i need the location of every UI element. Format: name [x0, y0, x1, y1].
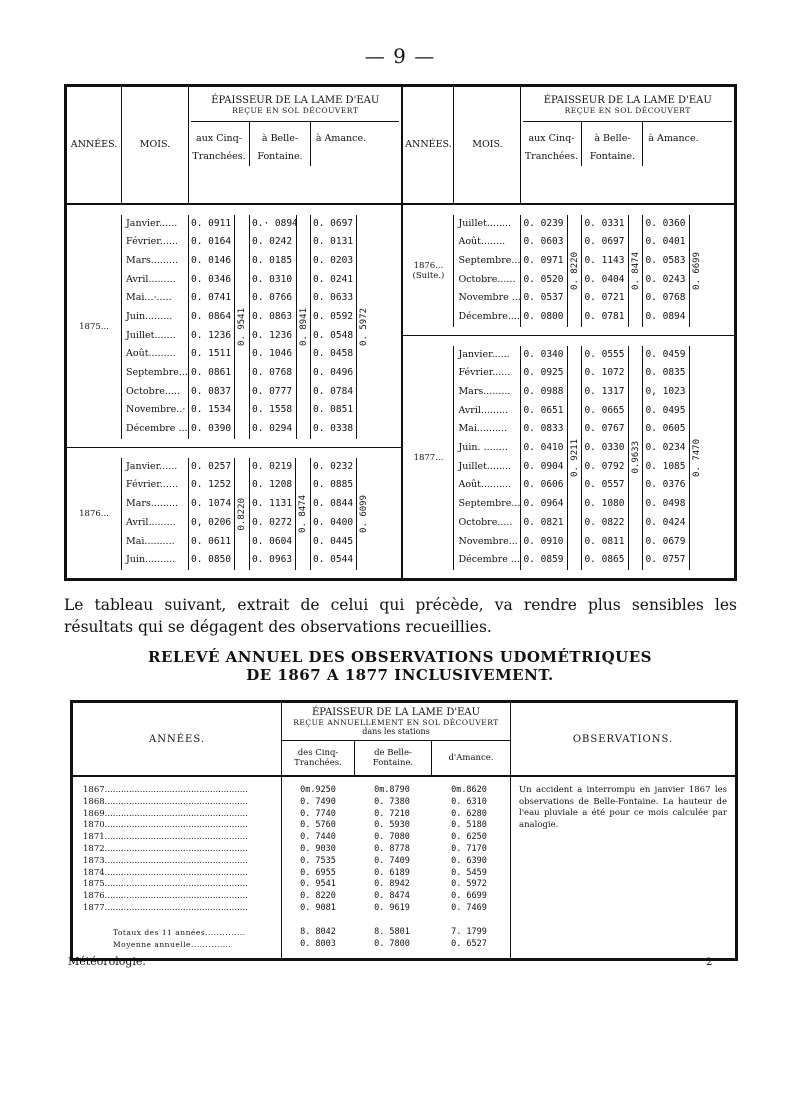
right-amance-value: 0. 0243 — [645, 273, 686, 285]
right-month: Novembre... — [458, 535, 518, 547]
left-belle-total: 0. 8474 — [298, 494, 309, 533]
t2-row — [282, 809, 510, 821]
left-amance-column — [310, 215, 371, 439]
col-amance-right: à Amance. — [642, 122, 703, 166]
t2-col-cinq: des Cinq-Tranchées. — [294, 748, 342, 768]
right-amance-value: 0. 0376 — [645, 479, 686, 491]
t2-amance-value: 0. 7469 — [451, 902, 487, 913]
monthly-rain-table — [64, 84, 737, 581]
t2-row — [282, 785, 510, 797]
t2-cinq-value: 0. 7440 — [300, 832, 336, 843]
t2-year: 1873..................................................... — [83, 855, 248, 866]
right-month: Octobre..... — [458, 516, 513, 528]
left-cinq-column — [189, 215, 249, 439]
left-month: Octobre..... — [126, 385, 180, 397]
left-year-label: 1876... — [67, 458, 122, 570]
t2-group-title: ÉPAISSEUR DE LA LAME D'EAU — [311, 707, 481, 718]
t2-total-amance: 7. 1799 — [451, 926, 487, 937]
right-amance-value: 0. 0401 — [645, 236, 686, 248]
left-cinq-total: 0. 9541 — [237, 307, 248, 346]
right-cinq-column — [521, 215, 581, 327]
t2-years-cell — [72, 776, 282, 960]
left-month: Mai...·..... — [126, 292, 172, 304]
right-cinq-value: 0. 0964 — [523, 498, 564, 510]
right-cinq-value: 0. 0859 — [523, 554, 564, 566]
right-cinq-value: 0. 0239 — [523, 217, 564, 229]
t2-group-subtitle: REÇUE ANNUELLEMENT EN SOL DÉCOUVERT — [293, 718, 499, 727]
t2-row — [282, 903, 510, 915]
right-amance-value: 0. 0894 — [645, 310, 686, 322]
t2-belle-value: 0. 9619 — [374, 902, 410, 913]
left-belle-value: 0. 0863 — [252, 310, 293, 322]
right-cinq-value: 0. 0904 — [523, 460, 564, 472]
t2-group-subtitle2: dans les stations — [362, 727, 430, 736]
footer-left: Météorologie. — [68, 955, 146, 968]
left-cinq-value: 0. 0864 — [191, 310, 232, 322]
t2-amance-value: 0. 5972 — [451, 879, 487, 890]
t2-belle-value: 0. 8474 — [374, 891, 410, 902]
t2-row — [282, 856, 510, 868]
t2-total-label: Totaux des 11 années.............. — [113, 927, 246, 937]
left-month: Janvier...... — [126, 460, 178, 472]
right-belle-value: 0. 1072 — [584, 367, 625, 379]
t2-mean-row — [282, 939, 510, 951]
right-amance-value: 0. 0583 — [645, 254, 686, 266]
right-belle-value: 0. 0822 — [584, 516, 625, 528]
left-cinq-value: 0. 0911 — [191, 217, 232, 229]
col-belle-left: à Belle-Fontaine. — [249, 122, 310, 166]
t2-belle-value: 0. 6189 — [374, 867, 410, 878]
right-month: Janvier...... — [458, 348, 510, 360]
t2-amance-value: 0. 6310 — [451, 796, 487, 807]
right-amance-value: 0. 0459 — [645, 348, 686, 360]
right-amance-value: 0. 0495 — [645, 404, 686, 416]
annual-rain-table — [70, 700, 738, 961]
left-month: Février...... — [126, 479, 178, 491]
t2-cinq-value: 0. 6955 — [300, 867, 336, 878]
left-cinq-value: 0, 0206 — [191, 516, 232, 528]
right-belle-value: 0. 0330 — [584, 442, 625, 454]
right-belle-value: 0. 0555 — [584, 348, 625, 360]
col-annees-left: ANNÉES. — [66, 86, 122, 204]
right-month: Juillet........ — [458, 217, 512, 229]
right-amance-total: 0. 6699 — [691, 251, 702, 290]
right-cinq-value: 0. 0603 — [523, 236, 564, 248]
left-months — [122, 458, 189, 570]
t2-mean-belle: 0. 7800 — [374, 938, 410, 949]
left-cinq-value: 0. 1236 — [191, 329, 232, 341]
left-amance-value: 0. 0496 — [313, 367, 354, 378]
right-amance-total: 0. 7470 — [691, 438, 702, 477]
left-cinq-value: 0. 0257 — [191, 460, 232, 472]
t2-mean-cinq: 0. 8003 — [300, 938, 336, 949]
left-month: Janvier...... — [126, 217, 178, 229]
right-belle-value: 0. 0792 — [584, 460, 625, 472]
t2-year: 1875..................................................... — [83, 879, 248, 890]
left-month: Avril......... — [126, 273, 176, 285]
left-month: Septembre... — [126, 367, 188, 378]
right-cinq-value: 0. 0606 — [523, 479, 564, 491]
right-cinq-total: 0. 9211 — [569, 438, 580, 477]
left-belle-value: 0. 1558 — [252, 404, 293, 416]
right-block-1 — [403, 335, 734, 578]
t2-col-observations: OBSERVATIONS. — [572, 733, 674, 745]
left-amance-value: 0. 0784 — [313, 385, 354, 397]
t2-year: 1870..................................................... — [83, 820, 248, 831]
left-amance-value: 0. 0844 — [313, 498, 354, 510]
right-amance-value: 0. 1085 — [645, 460, 686, 472]
right-month: Avril......... — [458, 404, 509, 416]
right-cinq-value: 0. 0833 — [523, 423, 564, 435]
left-year-label: 1875... — [67, 215, 122, 439]
t2-total-belle: 8. 5801 — [374, 926, 410, 937]
left-belle-value: 0. 0604 — [252, 535, 293, 547]
col-amance-left: à Amance. — [310, 122, 371, 166]
right-belle-value: 0. 0557 — [584, 479, 625, 491]
t2-row — [282, 797, 510, 809]
right-belle-value: 0. 0665 — [584, 404, 625, 416]
t2-belle-value: 0m.8790 — [374, 785, 410, 795]
group-title-left: ÉPAISSEUR DE LA LAME D'EAU — [211, 95, 380, 106]
left-amance-value: 0. 0697 — [313, 217, 354, 229]
t2-year: 1872..................................................... — [83, 843, 248, 854]
t2-year: 1876..................................................... — [83, 891, 248, 902]
left-cinq-value: 0. 1074 — [191, 498, 232, 510]
right-cinq-value: 0. 0410 — [523, 442, 564, 454]
t2-belle-value: 0. 7409 — [374, 855, 410, 866]
right-amance-value: 0. 0757 — [645, 554, 686, 566]
col-mois-left: MOIS. — [122, 86, 189, 204]
left-belle-column — [249, 215, 310, 439]
t2-belle-value: 0. 7210 — [374, 808, 410, 819]
left-belle-value: 0.· 0894 — [252, 217, 298, 229]
left-amance-value: 0. 0851 — [313, 404, 354, 416]
right-cinq-value: 0. 0800 — [523, 310, 564, 322]
t2-row — [282, 868, 510, 880]
right-month: Juin. ........ — [458, 442, 508, 454]
right-belle-value: 0. 0721 — [584, 292, 625, 304]
left-cinq-value: 0. 0346 — [191, 273, 232, 285]
intro-paragraph: Le tableau suivant, extrait de celui qui précède, va rendre plus sensibles les résultats qui se dégagent des observations recueillies. — [64, 596, 737, 636]
left-block-1 — [67, 447, 401, 578]
left-amance-value: 0. 0445 — [313, 535, 354, 547]
col-belle-right: à Belle-Fontaine. — [581, 122, 642, 166]
left-months — [122, 215, 189, 439]
left-amance-value: 0. 0885 — [313, 479, 354, 491]
table2-title-line1: RELEVÉ ANNUEL DES OBSERVATIONS UDOMÉTRIQUES — [147, 648, 652, 666]
right-belle-value: 0. 0811 — [584, 535, 625, 547]
t2-year: 1868..................................................... — [83, 796, 248, 807]
t2-row — [282, 879, 510, 891]
right-month: Décembre ... — [458, 554, 520, 566]
left-month: Novembre..· — [126, 404, 186, 416]
right-half — [402, 204, 735, 580]
t2-amance-value: 0. 6280 — [451, 808, 487, 819]
right-belle-value: 0. 0697 — [584, 236, 625, 248]
t2-total-row — [282, 927, 510, 939]
left-month: Juin.......... — [126, 554, 176, 566]
left-month: Juillet....... — [126, 329, 176, 341]
left-amance-value: 0. 0203 — [313, 254, 354, 266]
t2-belle-value: 0. 7080 — [374, 832, 410, 843]
left-cinq-value: 0. 1511 — [191, 348, 232, 360]
t2-cinq-value: 0. 9030 — [300, 843, 336, 854]
left-amance-total: 0. 5972 — [359, 307, 370, 346]
t2-belle-value: 0. 5930 — [374, 820, 410, 831]
t2-cinq-value: 0. 9541 — [300, 879, 336, 890]
col-mois-right: MOIS. — [454, 86, 521, 204]
group-subtitle-right: REÇUE EN SOL DÉCOUVERT — [564, 106, 691, 115]
right-year-label: 1876... (Suite.) — [403, 215, 454, 327]
right-amance-value: 0, 1023 — [645, 386, 686, 397]
t2-row — [282, 832, 510, 844]
t2-amance-value: 0. 5459 — [451, 867, 487, 878]
col-annees-right: ANNÉES. — [402, 86, 454, 204]
right-belle-total: 0. 8474 — [630, 251, 641, 290]
left-month: Mars......... — [126, 254, 178, 266]
left-belle-value: 0. 1236 — [252, 329, 293, 341]
t2-observation-text: Un accident a interrompu en janvier 1867 les observations de Belle-Fontaine. La hauteur de l'eau pluviale a été pour ce mois calculée par analogie. — [519, 785, 727, 830]
left-month: Avril......... — [126, 516, 176, 528]
t2-belle-value: 0. 8942 — [374, 879, 410, 890]
t2-year: 1871..................................................... — [83, 832, 248, 843]
left-cinq-column — [189, 458, 249, 570]
left-cinq-value: 0. 0741 — [191, 292, 232, 304]
left-cinq-value: 0. 1252 — [191, 479, 232, 491]
t2-group-header — [282, 702, 511, 777]
right-months — [454, 215, 521, 327]
t2-amance-value: 0. 6699 — [451, 891, 487, 902]
left-cinq-value: 0. 0146 — [191, 254, 232, 266]
left-cinq-value: 0. 0611 — [191, 535, 232, 547]
group-header-right — [521, 86, 736, 204]
left-amance-value: 0. 0400 — [313, 516, 354, 528]
right-belle-value: 0. 0404 — [584, 273, 625, 285]
t2-row — [282, 891, 510, 903]
right-belle-value: 0. 0331 — [584, 217, 625, 229]
left-cinq-value: 0. 0164 — [191, 236, 232, 248]
right-cinq-column — [521, 346, 581, 570]
left-block-0 — [67, 205, 401, 447]
left-belle-value: 0. 0777 — [252, 385, 293, 397]
right-cinq-value: 0. 0520 — [523, 273, 564, 285]
t2-mean-label: Moyenne annuelle.............. — [113, 939, 232, 949]
left-belle-value: 0. 0185 — [252, 254, 293, 266]
left-month: Mars......... — [126, 498, 178, 510]
left-amance-value: 0. 0458 — [313, 348, 354, 360]
left-month: Juin......... — [126, 310, 173, 322]
left-half — [66, 204, 403, 580]
left-belle-value: 0. 1208 — [252, 479, 293, 491]
left-belle-value: 0. 1131 — [252, 498, 293, 510]
left-belle-value: 0. 0219 — [252, 460, 293, 472]
left-cinq-value: 0. 0390 — [191, 423, 232, 435]
left-belle-total: 0. 8941 — [298, 307, 309, 346]
right-amance-value: 0. 0768 — [645, 292, 686, 304]
right-year-label: 1877... — [403, 346, 454, 570]
t2-year: 1867..................................................... — [83, 785, 248, 795]
right-month: Juillet........ — [458, 460, 512, 472]
left-amance-value: 0. 0338 — [313, 423, 354, 435]
group-header-left — [189, 86, 403, 204]
left-month: Décembre ... — [126, 423, 188, 435]
t2-cinq-value: 0m.9250 — [300, 785, 336, 795]
t2-cinq-value: 0. 7490 — [300, 796, 336, 807]
left-amance-value: 0. 0592 — [313, 310, 354, 322]
right-month: Août.......... — [458, 479, 512, 491]
left-belle-value: 0. 0294 — [252, 423, 293, 435]
col-cinq-right: aux Cinq-Tranchées. — [524, 133, 579, 162]
right-cinq-value: 0. 0651 — [523, 404, 564, 416]
t2-cinq-value: 0. 8220 — [300, 891, 336, 902]
t2-amance-value: 0. 7170 — [451, 843, 487, 854]
right-belle-value: 0. 0767 — [584, 423, 625, 435]
right-cinq-value: 0. 0821 — [523, 516, 564, 528]
t2-amance-value: 0. 6390 — [451, 855, 487, 866]
t2-year: 1874..................................................... — [83, 867, 248, 878]
t2-total-cinq: 8. 8042 — [300, 926, 336, 937]
t2-amance-value: 0. 5180 — [451, 820, 487, 831]
left-cinq-value: 0. 0837 — [191, 385, 232, 397]
t2-belle-value: 0. 7380 — [374, 796, 410, 807]
group-subtitle-left: REÇUE EN SOL DÉCOUVERT — [232, 106, 359, 115]
left-amance-value: 0. 0544 — [313, 554, 354, 566]
t2-row — [282, 820, 510, 832]
left-amance-total: 0. 6099 — [359, 494, 370, 533]
left-month: Août......... — [126, 348, 176, 360]
left-belle-value: 0. 0310 — [252, 273, 293, 285]
right-block-0 — [403, 205, 734, 335]
t2-col-amance: d'Amance. — [431, 741, 510, 775]
t2-amance-value: 0. 6250 — [451, 832, 487, 843]
t2-col-belle: de Belle-Fontaine. — [354, 741, 431, 775]
t2-cinq-value: 0. 7740 — [300, 808, 336, 819]
left-month: Février...... — [126, 236, 178, 248]
t2-cinq-value: 0. 9081 — [300, 902, 336, 913]
right-cinq-value: 0. 0988 — [523, 386, 564, 397]
t2-year: 1869..................................................... — [83, 808, 248, 819]
left-cinq-value: 0. 0861 — [191, 367, 232, 378]
table2-title-line2: DE 1867 A 1877 INCLUSIVEMENT. — [246, 666, 554, 684]
right-month: Décembre.... — [458, 310, 520, 322]
right-belle-total: 0.9633 — [630, 441, 641, 474]
right-month: Octobre...... — [458, 273, 516, 285]
right-cinq-value: 0. 0971 — [523, 254, 564, 266]
t2-belle-value: 0. 8778 — [374, 843, 410, 854]
left-cinq-total: 0.8220 — [237, 497, 248, 531]
left-amance-value: 0. 0241 — [313, 273, 354, 285]
t2-year: 1877..................................................... — [83, 902, 248, 913]
right-month: Mai.......... — [458, 423, 508, 435]
right-belle-value: 0. 0865 — [584, 554, 625, 566]
right-amance-value: 0. 0835 — [645, 367, 686, 379]
right-amance-column — [642, 346, 703, 570]
right-belle-column — [581, 346, 642, 570]
left-belle-value: 0. 0766 — [252, 292, 293, 304]
t2-cinq-value: 0. 7535 — [300, 855, 336, 866]
t2-row — [282, 844, 510, 856]
left-amance-value: 0. 0548 — [313, 329, 354, 341]
right-amance-value: 0. 0424 — [645, 516, 686, 528]
left-belle-value: 0. 0963 — [252, 554, 293, 566]
right-month: Septembre... — [458, 254, 521, 266]
col-cinq-left: aux Cinq-Tranchées. — [192, 133, 246, 162]
right-belle-column — [581, 215, 642, 327]
right-month: Août........ — [458, 236, 506, 248]
t2-mean-amance: 0. 6527 — [451, 938, 487, 949]
left-belle-value: 0. 1046 — [252, 348, 293, 360]
left-amance-column — [310, 458, 371, 570]
right-belle-value: 0. 1080 — [584, 498, 625, 510]
t2-cinq-value: 0. 5760 — [300, 820, 336, 831]
right-amance-value: 0. 0234 — [645, 442, 686, 454]
left-amance-value: 0. 0633 — [313, 292, 354, 304]
left-cinq-value: 0. 1534 — [191, 404, 232, 416]
right-month: Septembre... — [458, 498, 521, 510]
left-cinq-value: 0. 0850 — [191, 554, 232, 566]
page-number: — 9 — — [364, 44, 436, 68]
right-belle-value: 0. 1143 — [584, 254, 625, 266]
right-belle-value: 0. 1317 — [584, 386, 625, 397]
right-amance-column — [642, 215, 703, 327]
right-amance-value: 0. 0360 — [645, 217, 686, 229]
t2-amance-value: 0m.8620 — [451, 785, 487, 795]
footer-right: 2 — [706, 957, 713, 968]
left-belle-value: 0. 0768 — [252, 367, 293, 378]
right-cinq-total: 0. 8220 — [569, 251, 580, 290]
right-month: Novembre ... — [458, 292, 521, 304]
right-belle-value: 0. 0781 — [584, 310, 625, 322]
right-cinq-value: 0. 0537 — [523, 292, 564, 304]
right-month: Mars......... — [458, 386, 511, 397]
right-amance-value: 0. 0498 — [645, 498, 686, 510]
left-month: Mai.......... — [126, 535, 175, 547]
right-cinq-value: 0. 0925 — [523, 367, 564, 379]
t2-col-annees: ANNÉES. — [72, 702, 282, 777]
right-months — [454, 346, 521, 570]
right-amance-value: 0. 0605 — [645, 423, 686, 435]
left-belle-value: 0. 0242 — [252, 236, 293, 248]
left-amance-value: 0. 0131 — [313, 236, 354, 248]
group-title-right: ÉPAISSEUR DE LA LAME D'EAU — [543, 95, 712, 106]
right-cinq-value: 0. 0340 — [523, 348, 564, 360]
right-amance-value: 0. 0679 — [645, 535, 686, 547]
right-month: Février...... — [458, 367, 511, 379]
left-belle-column — [249, 458, 310, 570]
left-amance-value: 0. 0232 — [313, 460, 354, 472]
left-belle-value: 0. 0272 — [252, 516, 293, 528]
t2-values-cell — [282, 776, 511, 960]
right-cinq-value: 0. 0910 — [523, 535, 564, 547]
